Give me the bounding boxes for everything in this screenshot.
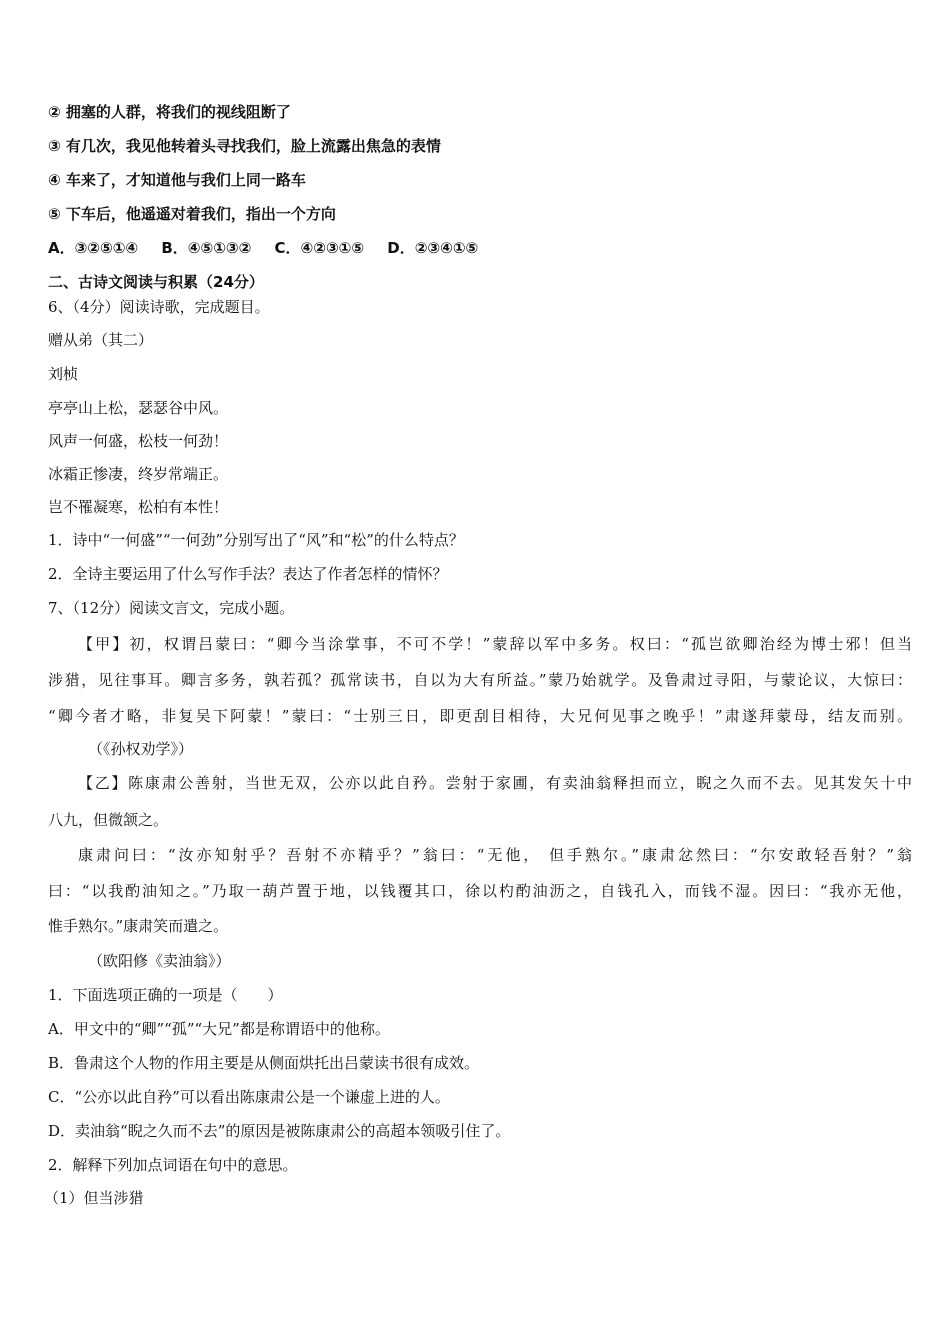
passage-jia-line: 涉猎，见往事耳。卿言多务，孰若孤？孤常读书，自以为大有所益。”蒙乃始就学。及鲁肃过寻阳，与蒙论议，大惊曰： — [48, 671, 912, 689]
q6-question-1: 1．诗中“一何盛”“一何劲”分别写出了“风”和“松”的什么特点？ — [48, 531, 464, 549]
passage-yi-line: 康肃问曰：“汝亦知射乎？吾射不亦精乎？”翁曰：“无他， 但手熟尔。”康肃忿然曰：“尔安敢轻吾射？”翁 — [78, 846, 912, 864]
option-b: B．④⑤①③② — [161, 239, 252, 257]
poem-line: 亭亭山上松，瑟瑟谷中风。 — [48, 399, 229, 417]
passage-jia-line: “卿今者才略，非复吴下阿蒙！”蒙曰：“士别三日，即更刮目相待，大兄何见事之晚乎！”肃遂拜蒙母，结友而别。 — [48, 707, 912, 725]
passage-yi-line: 惟手熟尔。”康肃笑而遣之。 — [48, 917, 229, 935]
order-item: ③ 有几次，我见他转着头寻找我们，脸上流露出焦急的表情 — [48, 137, 441, 155]
q7-sub1-option-b: B．鲁肃这个人物的作用主要是从侧面烘托出吕蒙读书很有成效。 — [48, 1054, 480, 1072]
passage-yi-line: 【乙】陈康肃公善射，当世无双，公亦以此自矜。尝射于家圃，有卖油翁释担而立，睨之久而不去。见其发矢十中 — [78, 774, 912, 792]
q7-sub2-item-1: （1）但当涉猎 — [44, 1189, 144, 1207]
passage-jia-source: （《孙权劝学》） — [88, 740, 194, 758]
poem-author: 刘桢 — [48, 365, 79, 383]
poem-line: 冰霜正惨凄，终岁常端正。 — [48, 465, 229, 483]
q7-sub2: 2．解释下列加点词语在句中的意思。 — [48, 1156, 298, 1174]
passage-yi-source: （欧阳修《卖油翁》） — [88, 952, 231, 970]
option-a: A．③②⑤①④ — [48, 239, 139, 257]
q7-sub1-option-c: C．“公亦以此自矜”可以看出陈康肃公是一个谦虚上进的人。 — [48, 1088, 450, 1106]
order-item: ⑤ 下车后，他遥遥对着我们，指出一个方向 — [48, 205, 336, 223]
poem-title: 赠从弟（其二） — [48, 331, 154, 349]
q6-prompt: 6、（4分）阅读诗歌，完成题目。 — [48, 298, 270, 316]
order-options — [48, 238, 496, 258]
passage-jia-line: 【甲】初，权谓吕蒙曰：“卿今当涂掌事，不可不学！”蒙辞以军中多务。权曰：“孤岂欲卿治经为博士邪！但当 — [78, 635, 912, 653]
q7-sub1: 1．下面选项正确的一项是（ ） — [48, 986, 283, 1004]
q6-question-2: 2．全诗主要运用了什么写作手法？表达了作者怎样的情怀？ — [48, 565, 448, 583]
order-item: ④ 车来了，才知道他与我们上同一路车 — [48, 171, 306, 189]
q7-sub1-option-a: A．甲文中的“卿”“孤”“大兄”都是称谓语中的他称。 — [48, 1020, 390, 1038]
option-d: D．②③④①⑤ — [387, 239, 479, 257]
q7-prompt: 7、（12分）阅读文言文，完成小题。 — [48, 599, 295, 617]
passage-yi-line: 八九，但微颔之。 — [48, 811, 169, 829]
q7-sub1-option-d: D．卖油翁“睨之久而不去”的原因是被陈康肃公的高超本领吸引住了。 — [48, 1122, 511, 1140]
section-heading: 二、古诗文阅读与积累（24分） — [48, 273, 264, 291]
passage-yi-line: 曰：“以我酌油知之。”乃取一葫芦置于地，以钱覆其口，徐以杓酌油沥之，自钱孔入，而钱不湿。因曰：“我亦无他， — [48, 882, 912, 900]
poem-line: 岂不罹凝寒，松柏有本性！ — [48, 498, 229, 516]
order-item: ② 拥塞的人群，将我们的视线阻断了 — [48, 103, 291, 121]
option-c: C．④②③①⑤ — [274, 239, 365, 257]
poem-line: 风声一何盛，松枝一何劲！ — [48, 432, 229, 450]
